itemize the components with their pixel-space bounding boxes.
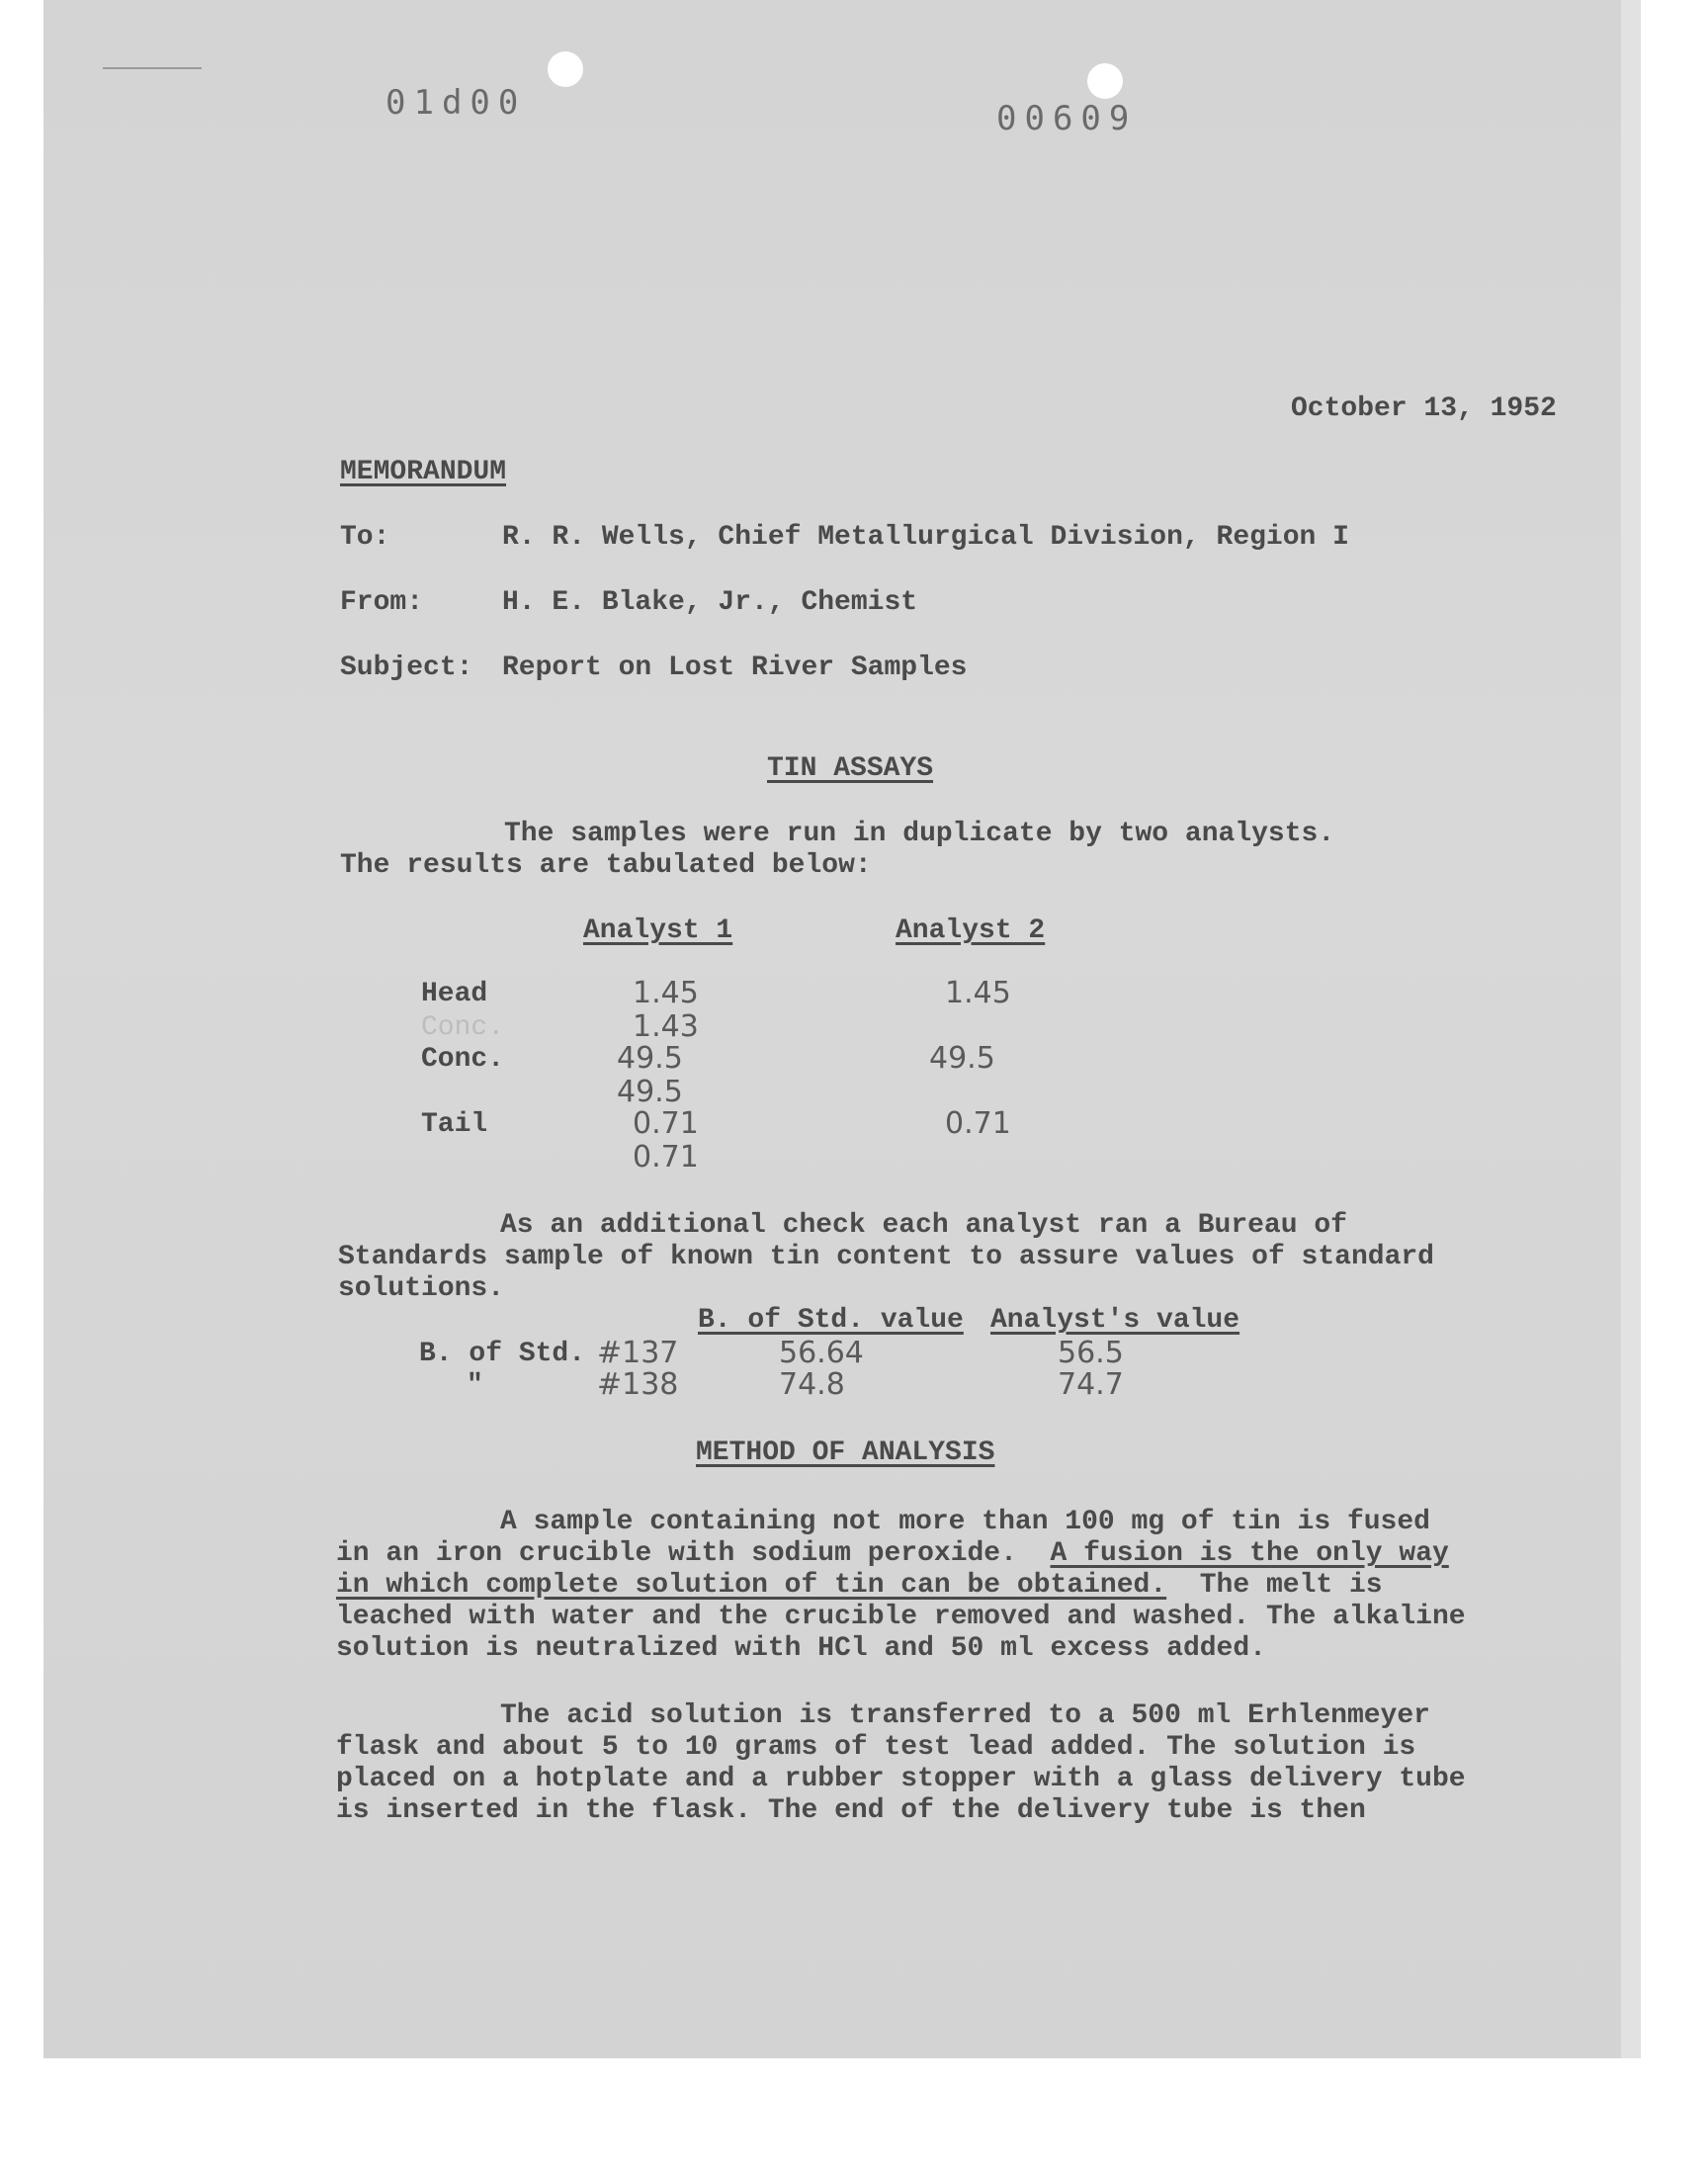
stamp-number-right: 00609 [996, 99, 1138, 138]
method-p1-line3 [336, 1572, 1383, 1600]
std-row1-std-value: 56.64 [779, 1336, 864, 1370]
method-p1-line2-a: in an iron crucible with sodium peroxide. [336, 1538, 1051, 1569]
tail-analyst2-value: 0.71 [945, 1106, 1011, 1141]
method-p1-line2-underlined: A fusion is the only way [1050, 1538, 1449, 1569]
conc-analyst1-value-1: 49.5 [617, 1041, 683, 1076]
method-p1-line5: solution is neutralized with HCl and 50 ml excess added. [336, 1633, 1266, 1664]
tin-assays-intro-line1: The samples were run in duplicate by two analysts. [504, 819, 1335, 849]
from-value: H. E. Blake, Jr., Chemist [502, 587, 918, 618]
stamp-number-left: 01d00 [385, 83, 527, 123]
scan-mark [103, 67, 202, 69]
memo-date: October 13, 1952 [1291, 393, 1557, 424]
subject-label: Subject: [340, 652, 473, 683]
std-row1-label: B. of Std. [419, 1339, 586, 1369]
method-p1-line4: leached with water and the crucible removed and washed. The alkaline [336, 1602, 1466, 1632]
page-edge [1621, 0, 1641, 2058]
row-label-conc: Conc. [421, 1044, 505, 1075]
method-p1-line3-b: The melt is [1166, 1570, 1383, 1601]
std-row2-number: #138 [597, 1367, 679, 1402]
row-label-head: Head [421, 979, 488, 1009]
method-p1-line1: A sample containing not more than 100 mg of tin is fused [500, 1507, 1430, 1537]
head-analyst1-value-1: 1.45 [633, 976, 699, 1010]
memo-heading: MEMORANDUM [340, 457, 507, 487]
tail-analyst1-value-2: 0.71 [633, 1140, 699, 1174]
method-p2-line2: flask and about 5 to 10 grams of test lead added. The solution is [336, 1732, 1416, 1763]
analyst-value-header: Analyst's value [990, 1305, 1240, 1336]
from-label: From: [340, 587, 424, 618]
method-heading: METHOD OF ANALYSIS [696, 1437, 995, 1468]
std-row1-analyst-value: 56.5 [1058, 1336, 1124, 1370]
subject-value: Report on Lost River Samples [502, 652, 968, 683]
tail-analyst1-value-1: 0.71 [633, 1106, 699, 1141]
analyst-2-header: Analyst 2 [896, 915, 1046, 946]
document-page [43, 0, 1621, 2058]
tin-assays-intro-line2: The results are tabulated below: [340, 850, 872, 881]
head-analyst2-value: 1.45 [945, 976, 1011, 1010]
to-value: R. R. Wells, Chief Metallurgical Division, Region I [502, 522, 1349, 553]
standards-para-line3: solutions. [338, 1273, 505, 1304]
struck-label: Conc. [421, 1012, 505, 1043]
punch-hole-right [1087, 63, 1123, 99]
conc-analyst1-value-2: 49.5 [617, 1075, 683, 1109]
analyst-1-header: Analyst 1 [583, 915, 733, 946]
std-row1-number: #137 [597, 1336, 679, 1370]
method-p2-line4: is inserted in the flask. The end of the delivery tube is then [336, 1795, 1366, 1826]
method-p2-line3: placed on a hotplate and a rubber stopper with a glass delivery tube [336, 1764, 1466, 1794]
std-row2-analyst-value: 74.7 [1058, 1367, 1124, 1402]
conc-analyst2-value: 49.5 [929, 1041, 995, 1076]
method-p1-line2 [336, 1540, 1449, 1568]
to-label: To: [340, 522, 390, 553]
row-label-tail: Tail [421, 1109, 488, 1140]
method-p1-line3-underlined: in which complete solution of tin can be obtained. [336, 1570, 1167, 1601]
head-analyst1-value-2: 1.43 [633, 1009, 699, 1044]
method-p2-line1: The acid solution is transferred to a 500 ml Erhlenmeyer [500, 1700, 1430, 1731]
punch-hole-left [548, 51, 583, 87]
std-value-header: B. of Std. value [698, 1305, 964, 1336]
std-row2-std-value: 74.8 [779, 1367, 845, 1402]
tin-assays-heading: TIN ASSAYS [767, 753, 934, 784]
standards-para-line1: As an additional check each analyst ran a Bureau of [500, 1210, 1347, 1241]
std-row2-label: " [467, 1370, 483, 1401]
standards-para-line2: Standards sample of known tin content to assure values of standard [338, 1242, 1434, 1272]
